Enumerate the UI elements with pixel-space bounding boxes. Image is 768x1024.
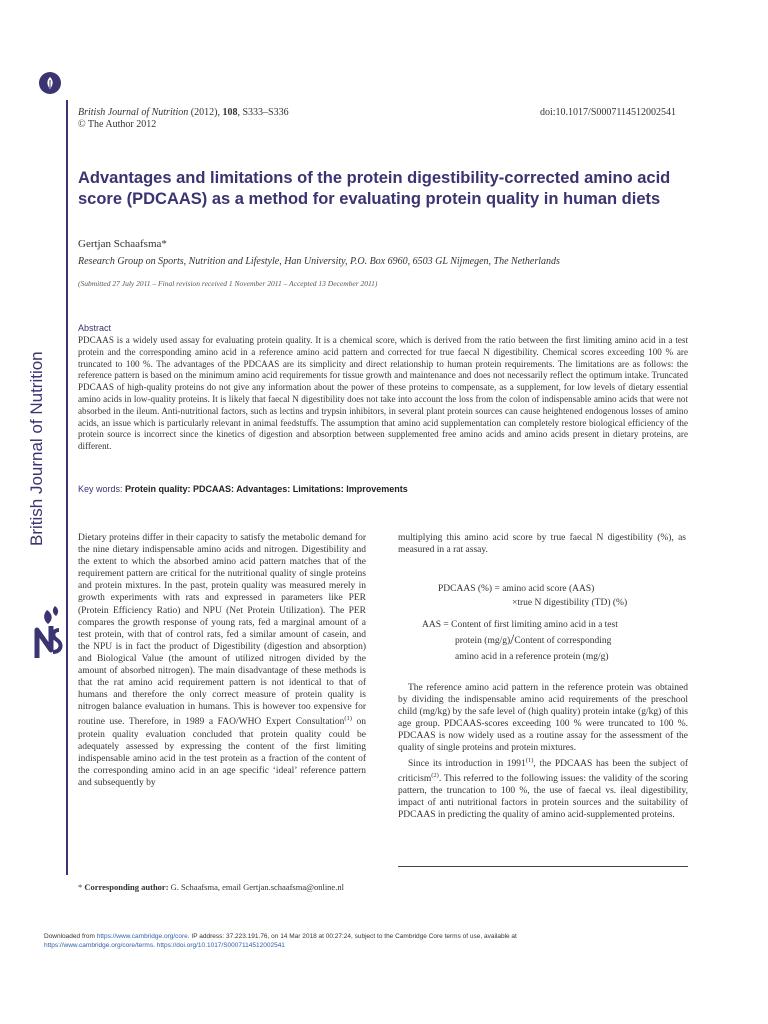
body-paragraph [398, 755, 688, 822]
equation-line: AAS = Content of first limiting amino acid in a test [422, 620, 618, 630]
keywords-list: Protein quality: PDCAAS: Advantages: Limitations: Improvements [125, 484, 408, 494]
journal-volume: 108 [222, 107, 238, 118]
body-column-right-intro: multiplying this amino acid score by true faecal N digestibility (%), as measured in a rat assay. [398, 533, 686, 556]
equation-line: ×true N digestibility (TD) (%) [512, 598, 628, 608]
citation-ref: (2) [431, 771, 439, 779]
body-column-left [78, 532, 366, 789]
equation-line: Content of corresponding [514, 636, 612, 646]
journal-citation [78, 107, 289, 131]
equation-line: protein (mg/g) [455, 636, 511, 646]
journal-side-title: British Journal of Nutrition [27, 351, 46, 546]
footnote-divider [398, 866, 688, 867]
body-paragraph: The reference amino acid pattern in the reference protein was obtained by dividing the indispensable amino acid requirements of the preschool child (mg/kg) by the safe level of (high quality) protein intake (g/kg) of this age group. PDCAAS-scores exceeding 100 % were truncated to 100 %. PDCAAS is now widely used as a routine assay for the assessment of the quality of single proteins and protein mixtures. [398, 683, 688, 754]
abstract-heading: Abstract [78, 323, 112, 333]
download-sep: . [153, 942, 157, 949]
citation-ref: (1) [344, 715, 352, 723]
body-text: . This referred to the following issues: the validity of the scoring pattern, the truncation to 100 %, the use of faecal vs. ileal digestibility, impact of anti nutritional factors in protein sources and the suitability of PDCAAS in predicting the quality of amino acid-supplemented proteins. [398, 773, 688, 821]
cambridge-core-link[interactable]: https://www.cambridge.org/core [96, 933, 188, 940]
equation-slash: / [510, 632, 515, 648]
equation-pdcaas [438, 582, 627, 610]
terms-link[interactable]: https://www.cambridge.org/core/terms [44, 942, 154, 949]
keywords-label: Key words: [78, 484, 126, 494]
body-text: Since its introduction in 1991 [408, 758, 526, 769]
footnote-star: * [78, 882, 85, 892]
submission-dates: (Submitted 27 July 2011 – Final revision received 1 November 2011 – Accepted 13 December 2011) [78, 279, 378, 288]
download-info: . IP address: 37.223.191.76, on 14 Mar 2018 at 00:27:24, subject to the Cambridge Core terms of use, available at [187, 933, 517, 940]
journal-pages: , S333–S336 [237, 107, 289, 118]
body-text: , the PDCAAS has been the subject of criticism [398, 758, 688, 784]
abstract-text: PDCAAS is a widely used assay for evaluating protein quality. It is a chemical score, which is derived from the ratio between the first limiting amino acid in a test protein and the corresponding amino acid in a reference amino acid pattern and corrected for true faecal N digestibility. Chemical scores exceeding 100 % are truncated to 100 %. The advantages of the PDCAAS are its simplicity and direct relationship to human protein requirements. The limitations are as follows: the reference pattern is based on the minimum amino acid requirements for tissue growth and maintenance and does not necessarily reflect the optimum intake. Truncated PDCAAS of high-quality proteins do not give any information about the power of these proteins to compensate, as a supplement, for low levels of dietary essential amino acids in low-quality proteins. It is likely that faecal N digestibility does not take into account the loss from the colon of indispensable amino acids that were not absorbed in the ileum. Anti-nutritional factors, such as lectins and trypsin inhibitors, in several plant protein sources can cause heightened endogenous losses of amino acids, an issue which is particularly relevant in animal feedstuffs. The assumption that amino acid supplementation can completely restore biological efficiency of the protein source is incorrect since the kinetics of digestion and absorption between supplemented free amino acids and amino acids present in dietary proteins, are different. [78, 335, 688, 452]
footnote-text: G. Schaafsma, email Gertjan.schaafsma@online.nl [168, 882, 344, 892]
equation-line: amino acid in a reference protein (mg/g) [455, 652, 609, 662]
download-prefix: Downloaded from [44, 933, 97, 940]
equation-aas [422, 617, 618, 665]
body-column-right [398, 682, 688, 821]
nutrition-society-logo-icon [39, 72, 61, 94]
keywords [78, 484, 408, 494]
accent-rule [66, 100, 68, 875]
citation-ref: (1) [525, 756, 534, 764]
doi-link[interactable]: https://doi.org/10.1017/S0007114512002541 [156, 942, 285, 949]
author: Gertjan Schaafsma* [78, 238, 167, 250]
body-text: Dietary proteins differ in their capacity to satisfy the metabolic demand for the nine dietary indispensable amino acids and nitrogen. Digestibility and the extent to which the absorbed amino acid pattern matches that of the requirement pattern are critical for the nutritional quality of single proteins and protein mixtures. In the past, protein quality was measured merely in growth experiments with rats and expressed in parameters like PER (Protein Efficiency Ratio) and NPU (Net Protein Utilization). The PER compares the growth response of young rats, fed a marginal amount of a test protein, with that of control rats, fed a similar amount of casein, and the NPU is in fact the product of Digestibility (digestion and absorption) and Biological Value (the amount of utilized nitrogen divided by the amount of absorbed nitrogen). The main disadvantage of these methods is that the rat amino acid requirement pattern is not identical to that of humans and therefore the only correct measure of protein quality is nitrogen balance evaluation in humans. This is however too expensive for routine use. Therefore, in 1989 a FAO/WHO Expert Consultation [78, 533, 366, 728]
journal-year: (2012), [188, 107, 223, 118]
copyright: © The Author 2012 [78, 119, 157, 130]
footnote-label: Corresponding author: [84, 882, 169, 892]
doi: doi:10.1017/S0007114512002541 [540, 107, 677, 118]
equation-line: PDCAAS (%) = amino acid score (AAS) [438, 584, 595, 594]
article-title: Advantages and limitations of the protein digestibility-corrected amino acid score (PDCAAS) as a method for evaluating protein quality in human diets [78, 169, 671, 208]
affiliation: Research Group on Sports, Nutrition and Lifestyle, Han University, P.O. Box 6960, 6503 GL Nijmegen, The Netherlands [78, 256, 560, 267]
corresponding-author-footnote [78, 882, 344, 892]
download-notice [44, 932, 664, 950]
ns-mark-icon [33, 600, 63, 660]
body-text: on protein quality evaluation concluded that protein quality could be adequately assessed by expressing the content of the first limiting indispensable amino acid in the test protein as a fraction of the content of the corresponding amino acid in an age specific ‘ideal’ reference pattern and subsequently by [78, 717, 366, 789]
journal-name: British Journal of Nutrition [78, 107, 189, 118]
